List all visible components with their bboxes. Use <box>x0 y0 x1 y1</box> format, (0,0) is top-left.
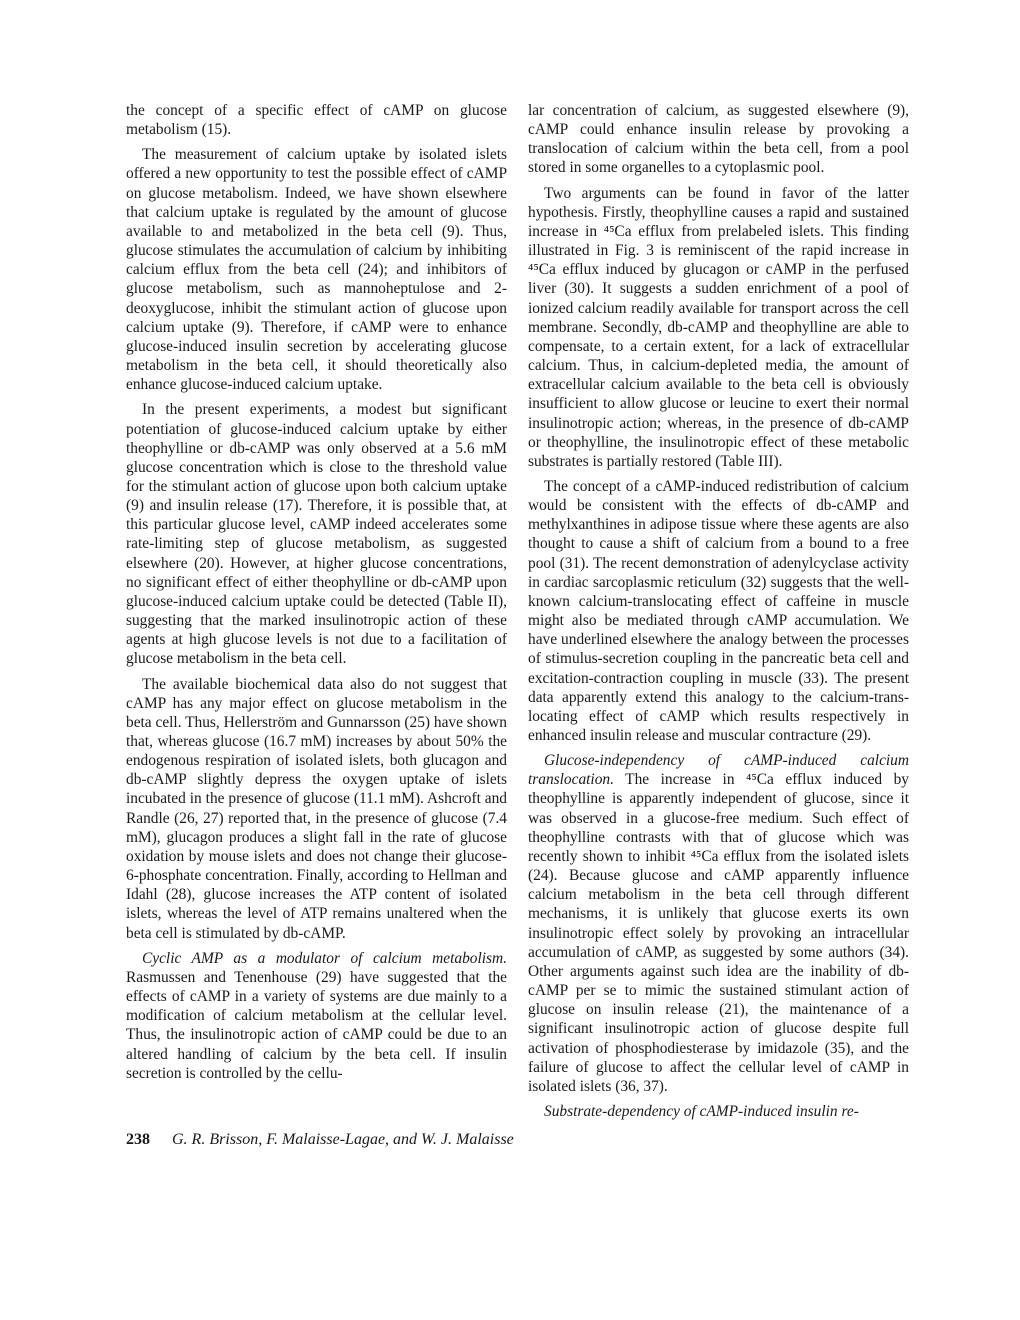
paragraph-cyclic-amp-modulator <box>126 949 507 1083</box>
page-footer <box>126 1131 514 1149</box>
paragraph-redistribution: The concept of a cAMP-induced redistribution of calcium would be consistent with the effects of db-cAMP and methylxanthines in adipose tissue where these agents are also thought to cause a shift of calcium from a bound to a free pool (31). The recent demonstration of adenylcyclase activity in cardiac sarcoplasmic reticulum (32) suggests that the well-known calcium-translocating effect of caffeine in muscle might also be mediated through cAMP accumulation. We have underlined elsewhere the analogy between the processes of stimulus-secretion coupling in the pancreatic beta cell and excitation-contraction coupling in muscle (33). The present data apparently extend this analogy to the calcium-translocating effect of cAMP which results respectively in enhanced insulin release and muscular contracture (29). <box>528 477 909 744</box>
paragraph-calcium-uptake: The measurement of calcium uptake by isolated islets offered a new opportunity to test the possible effect of cAMP on glucose metabolism. Indeed, we have shown elsewhere that calcium uptake is regulated by the amount of glucose available to and metabolized in the beta cell (9). Thus, glucose stimulates the accumulation of calcium by inhibiting calcium efflux from the beta cell (24); and inhibitors of glucose metabolism, such as mannoheptulose and 2-deoxyglucose, inhibit the stimulant action of glucose upon calcium uptake (9). Therefore, if cAMP were to enhance glucose-induced insulin secretion by accelerating glucose metabolism in the beta cell, it should theoretically also enhance glucose-induced calcium uptake. <box>126 146 507 394</box>
section-heading-substrate-dependency: Substrate-dependency of cAMP-induced insulin re- <box>544 1102 859 1120</box>
right-column <box>528 101 909 1127</box>
section-heading-cyclic-amp: Cyclic AMP as a modulator of calcium metabolism. <box>142 949 507 967</box>
running-footer-authors: G. R. Brisson, F. Malaisse-Lagae, and W. J. Malaisse <box>172 1131 514 1148</box>
paragraph-text: The increase in ⁴⁵Ca efflux induced by theophylline is apparently independent of glucose, since it was observed in a glucose-free medium. Such effect of theophylline contrasts with that of glucose which was recently shown to inhibit ⁴⁵Ca efflux from the isolated islets (24). Because glucose and cAMP apparently influence calcium metabolism in the beta cell through different mechanisms, it is unlikely that glucose exerts its own insulinotropic effect solely by provoking an intracellular accumulation of cAMP, as suggested by some authors (34). Other arguments against such idea are the inability of db-cAMP per se to mimic the sustained stimulant action of glucose on insulin release (21), the maintenance of a significant insulinotropic action of glucose despite full activation of phosphodiesterase by imidazole (35), and the failure of glucose to affect the cellular level of cAMP in isolated islets (36, 37). <box>528 771 909 1095</box>
paragraph-glucose-independency <box>528 751 909 1096</box>
paragraph-present-experiments: In the present experiments, a modest but significant potentiation of glucose-induced calcium uptake by either theophylline or db-cAMP was only observed at a 5.6 mM glucose concentration which is close to the threshold value for the stimulant action of glucose upon both calcium uptake (9) and insulin release (17). Therefore, it is possible that, at this particular glucose level, cAMP indeed accelerates some rate-limiting step of glucose metabolism, as suggested elsewhere (20). However, at higher glucose concentrations, no significant effect of either theophylline or db-cAMP upon glucose-induced calcium uptake could be detected (Table II), suggesting that the marked insulinotropic action of these agents at high glucose levels is not due to a facilitation of glucose metabolism in the beta cell. <box>126 401 507 668</box>
page-number: 238 <box>126 1131 150 1148</box>
left-column <box>126 101 507 1089</box>
section-heading-glucose-independency: Glucose-independency of cAMP-induced calcium translocation. <box>528 752 909 789</box>
paragraph-text: Rasmussen and Tenenhouse (29) have suggested that the effects of cAMP in a variety of systems are due mainly to a modification of calcium metabolism at the cellular level. Thus, the insulinotropic action of cAMP could be due to an altered handling of calcium by the beta cell. If insulin secretion is controlled by the cellu- <box>126 968 507 1082</box>
paragraph-continuation: the concept of a specific effect of cAMP on glucose metabolism (15). <box>126 102 507 139</box>
paragraph-two-arguments: Two arguments can be found in favor of the latter hypothesis. Firstly, theophylline causes a rapid and sustained increase in ⁴⁵Ca efflux from prelabeled islets. This finding illustrated in Fig. 3 is reminiscent of the rapid increase in ⁴⁵Ca efflux induced by glucagon or cAMP in the perfused liver (30). It suggests a sudden enrichment of a pool of ionized calcium readily available for transport across the cell membrane. Secondly, db-cAMP and theophylline are able to compensate, to a certain extent, for a lack of extracellular calcium. Thus, in calcium-depleted media, the amount of extracellular calcium available to the beta cell is obviously insufficient to allow glucose or leucine to exert their normal insulinotropic action; whereas, in the presence of db-cAMP or theophylline, the insulinotropic effect of these metabolic substrates is partially restored (Table III). <box>528 184 909 470</box>
paragraph-substrate-dependency <box>528 1102 909 1121</box>
paragraph-continuation: lar concentration of calcium, as suggested elsewhere (9), cAMP could enhance insulin release by provoking a translocation of calcium within the beta cell, from a pool stored in some organelles to a cytoplasmic pool. <box>528 102 909 177</box>
paragraph-biochemical-data: The available biochemical data also do not suggest that cAMP has any major effect on glucose metabolism in the beta cell. Thus, Hellerström and Gunnarsson (25) have shown that, whereas glucose (16.7 mM) increases by about 50% the endogenous respiration of isolated islets, both glucagon and db-cAMP slightly depress the oxygen uptake of islets incubated in the presence of glucose (11.1 mM). Ashcroft and Randle (26, 27) reported that, in the presence of glucose (7.4 mM), glucagon produces a slight fall in the rate of glucose oxidation by mouse islets and does not change their glucose-6-phosphate concentration. Finally, according to Hellman and Idahl (28), glucose increases the ATP content of isolated islets, whereas the level of ATP remains unaltered when the beta cell is stimulated by db-cAMP. <box>126 675 507 942</box>
